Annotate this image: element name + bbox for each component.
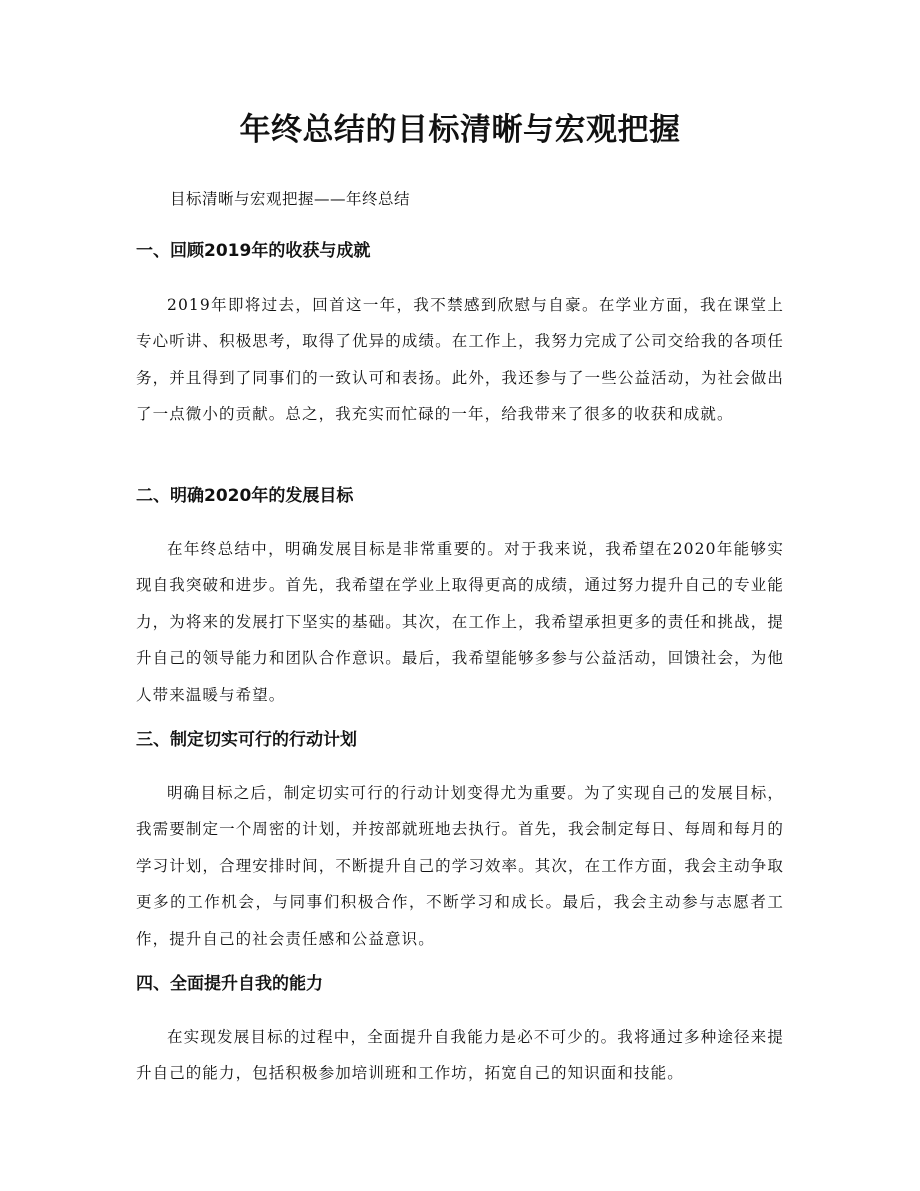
section-heading-4: 四、全面提升自我的能力 (136, 974, 323, 994)
document-title: 年终总结的目标清晰与宏观把握 (239, 112, 681, 148)
section-body-3: 明确目标之后，制定切实可行的行动计划变得尤为重要。为了实现自己的发展目标，我需要制定一个周密的计划，并按部就班地去执行。首先，我会制定每日、每周和每月的学习计划，合理安排时间，不断提升自己的学习效率。其次，在工作方面，我会主动争取更多的工作机会，与同事们积极合作，不断学习和成长。最后，我会主动参与志愿者工作，提升自己的社会责任感和公益意识。 (136, 784, 784, 948)
section-body-1: 2019年即将过去，回首这一年，我不禁感到欣慰与自豪。在学业方面，我在课堂上专心听讲、积极思考，取得了优异的成绩。在工作上，我努力完成了公司交给我的各项任务，并且得到了同事们的一致认可和表扬。此外，我还参与了一些公益活动，为社会做出了一点微小的贡献。总之，我充实而忙碌的一年，给我带来了很多的收获和成就。 (136, 296, 784, 424)
section-heading-1: 一、回顾2019年的收获与成就 (136, 241, 371, 261)
document-subtitle: 目标清晰与宏观把握——年终总结 (170, 190, 411, 208)
section-heading-3: 三、制定切实可行的行动计划 (136, 730, 357, 750)
section-body-4: 在实现发展目标的过程中，全面提升自我能力是必不可少的。我将通过多种途径来提升自己的能力，包括积极参加培训班和工作坊，拓宽自己的知识面和技能。 (136, 1028, 784, 1083)
section-body-2: 在年终总结中，明确发展目标是非常重要的。对于我来说，我希望在2020年能够实现自我突破和进步。首先，我希望在学业上取得更高的成绩，通过努力提升自己的专业能力，为将来的发展打下坚实的基础。其次，在工作上，我希望承担更多的责任和挑战，提升自己的领导能力和团队合作意识。最后，我希望能够多参与公益活动，回馈社会，为他人带来温暖与希望。 (136, 540, 784, 704)
section-heading-2: 二、明确2020年的发展目标 (136, 486, 354, 506)
